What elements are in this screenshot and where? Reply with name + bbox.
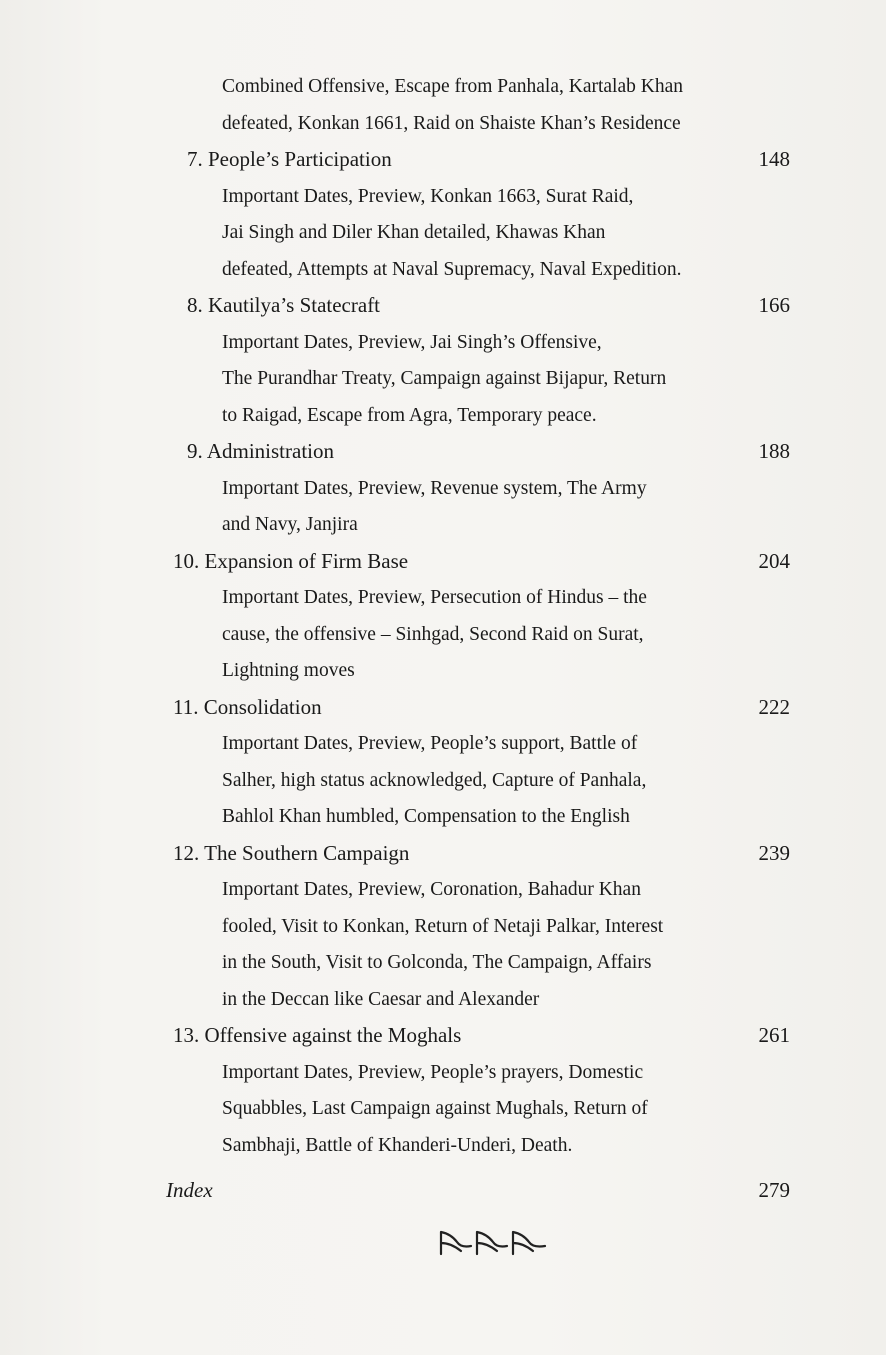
chapter-title: Expansion of Firm Base bbox=[204, 548, 409, 573]
chapter-entry bbox=[187, 439, 334, 464]
chapter-number: 11. bbox=[173, 694, 199, 719]
description-line: and Navy, Janjira bbox=[222, 514, 358, 535]
chapter-entry bbox=[187, 147, 392, 172]
chapter-number: 12. bbox=[173, 840, 200, 865]
chapter-entry bbox=[173, 841, 409, 866]
chapter-title: Consolidation bbox=[203, 694, 322, 719]
chapter-page-number: 204 bbox=[758, 548, 790, 573]
description-line: Jai Singh and Diler Khan detailed, Khawas Khan bbox=[222, 222, 606, 243]
description-line: Sambhaji, Battle of Khanderi-Underi, Death. bbox=[222, 1134, 573, 1156]
chapter-entry bbox=[173, 1023, 461, 1048]
description-line: Important Dates, Preview, Revenue system, The Army bbox=[222, 477, 647, 499]
description-line: The Purandhar Treaty, Campaign against Bijapur, Return bbox=[222, 368, 667, 389]
description-line: fooled, Visit to Konkan, Return of Netaji Palkar, Interest bbox=[222, 915, 664, 937]
chapter-title: Offensive against the Moghals bbox=[204, 1023, 462, 1047]
chapter-number: 10. bbox=[173, 548, 200, 573]
chapter-number: 13. bbox=[173, 1023, 200, 1047]
description-line: Combined Offensive, Escape from Panhala, Kartalab Khan bbox=[222, 76, 683, 97]
description-line: Important Dates, Preview, People’s support, Battle of bbox=[222, 733, 638, 754]
chapter-title: People’s Participation bbox=[208, 147, 392, 171]
chapter-title: Kautilya’s Statecraft bbox=[208, 293, 381, 317]
ornament-icon bbox=[437, 1224, 549, 1258]
chapter-page-number: 239 bbox=[758, 840, 790, 865]
chapter-entry bbox=[173, 549, 408, 574]
chapter-title: Administration bbox=[206, 439, 335, 463]
description-line: Lightning moves bbox=[222, 660, 355, 681]
description-line: Important Dates, Preview, Konkan 1663, Surat Raid, bbox=[222, 185, 634, 207]
description-line: Important Dates, Preview, People’s prayers, Domestic bbox=[222, 1061, 644, 1083]
description-line: Squabbles, Last Campaign against Mughals, Return of bbox=[222, 1098, 648, 1119]
chapter-page-number: 166 bbox=[758, 293, 790, 317]
chapter-number: 8. bbox=[187, 293, 203, 317]
description-line: Bahlol Khan humbled, Compensation to the English bbox=[222, 806, 630, 827]
description-line: in the Deccan like Caesar and Alexander bbox=[222, 988, 540, 1010]
index-page-number: 279 bbox=[758, 1178, 790, 1202]
description-line: Important Dates, Preview, Jai Singh’s Offensive, bbox=[222, 331, 602, 353]
description-line: defeated, Konkan 1661, Raid on Shaiste Khan’s Residence bbox=[222, 112, 681, 134]
description-line: defeated, Attempts at Naval Supremacy, Naval Expedition. bbox=[222, 258, 682, 280]
chapter-page-number: 188 bbox=[758, 439, 790, 463]
chapter-page-number: 261 bbox=[758, 1023, 790, 1047]
chapter-title: The Southern Campaign bbox=[204, 840, 410, 865]
description-line: Salher, high status acknowledged, Capture of Panhala, bbox=[222, 769, 647, 791]
description-line: to Raigad, Escape from Agra, Temporary peace. bbox=[222, 404, 597, 426]
chapter-entry bbox=[187, 293, 380, 318]
description-line: cause, the offensive – Sinhgad, Second Raid on Surat, bbox=[222, 623, 644, 645]
chapter-entry bbox=[173, 695, 322, 720]
chapter-page-number: 222 bbox=[758, 694, 790, 719]
description-line: in the South, Visit to Golconda, The Campaign, Affairs bbox=[222, 952, 652, 973]
chapter-number: 9. bbox=[187, 439, 203, 463]
description-line: Important Dates, Preview, Coronation, Bahadur Khan bbox=[222, 879, 641, 900]
index-label: Index bbox=[166, 1178, 213, 1202]
chapter-number: 7. bbox=[187, 147, 203, 171]
description-line: Important Dates, Preview, Persecution of Hindus – the bbox=[222, 587, 647, 608]
chapter-page-number: 148 bbox=[758, 147, 790, 171]
